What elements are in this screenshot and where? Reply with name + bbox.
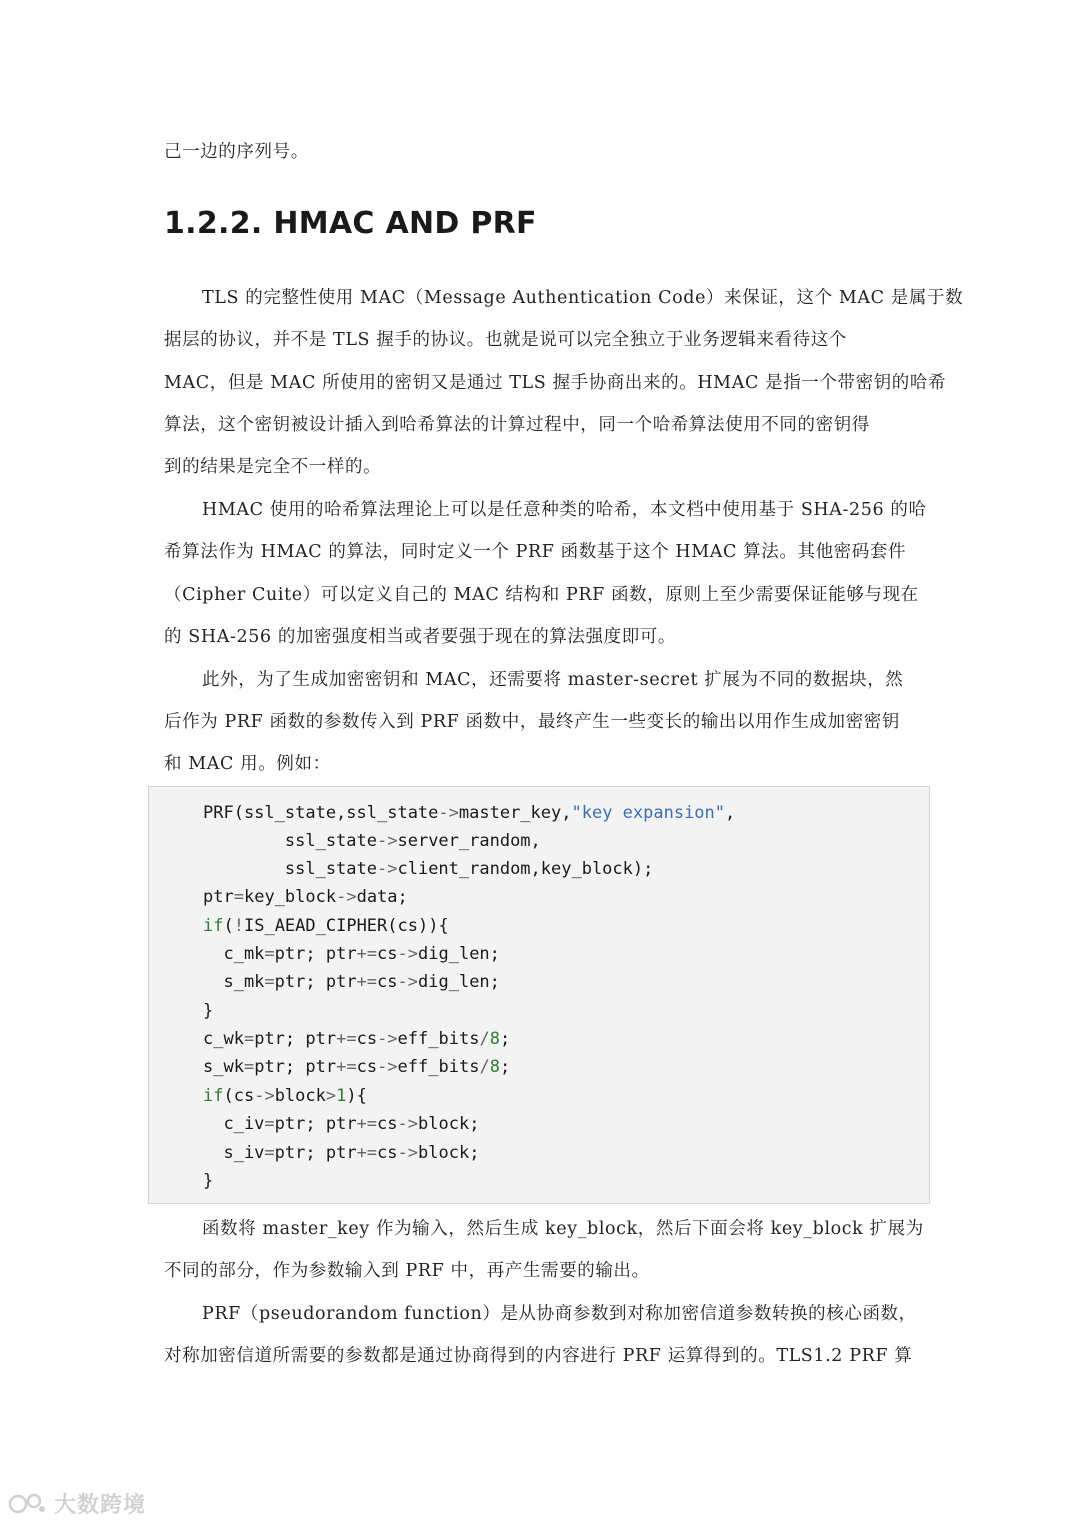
code-line: if(!IS_AEAD_CIPHER(cs)){: [203, 916, 449, 936]
code-line: PRF(ssl_state,ssl_state->master_key,"key expansion",: [203, 803, 736, 823]
code-line: }: [203, 1001, 214, 1021]
paragraph-line: 希算法作为 HMAC 的算法，同时定义一个 PRF 函数基于这个 HMAC 算法。其他密码套件: [164, 542, 907, 562]
code-line: c_wk=ptr; ptr+=cs->eff_bits/8;: [203, 1029, 511, 1049]
code-block: [148, 786, 930, 1204]
intro-line: 己一边的序列号。: [164, 142, 309, 162]
paragraph-line: 算法，这个密钥被设计插入到哈希算法的计算过程中，同一个哈希算法使用不同的密钥得: [164, 415, 870, 435]
watermark: [8, 1488, 146, 1519]
code-line: ssl_state->client_random,key_block);: [203, 859, 654, 879]
code-line: c_iv=ptr; ptr+=cs->block;: [203, 1114, 480, 1134]
paragraph-line: 后作为 PRF 函数的参数传入到 PRF 函数中，最终产生一些变长的输出以用作生成加密密钥: [164, 712, 900, 732]
paragraph-line: 和 MAC 用。例如：: [164, 754, 331, 774]
code-line: s_iv=ptr; ptr+=cs->block;: [203, 1143, 480, 1163]
paragraph-line: HMAC 使用的哈希算法理论上可以是任意种类的哈希，本文档中使用基于 SHA-256 的哈: [202, 500, 927, 520]
paragraph-line: PRF（pseudorandom function）是从协商参数到对称加密信道参数转换的核心函数，: [202, 1304, 917, 1324]
paragraph-line: 据层的协议，并不是 TLS 握手的协议。也就是说可以完全独立于业务逻辑来看待这个: [164, 330, 847, 350]
paragraph-line: 此外，为了生成加密密钥和 MAC，还需要将 master-secret 扩展为不同的数据块，然: [202, 670, 904, 690]
code-line: s_wk=ptr; ptr+=cs->eff_bits/8;: [203, 1057, 511, 1077]
code-line: }: [203, 1171, 214, 1191]
paragraph-line: 到的结果是完全不一样的。: [164, 457, 382, 477]
code-line: s_mk=ptr; ptr+=cs->dig_len;: [203, 972, 500, 992]
paragraph-line: TLS 的完整性使用 MAC（Message Authentication Code）来保证，这个 MAC 是属于数: [202, 288, 964, 308]
paragraph-line: 的 SHA-256 的加密强度相当或者要强于现在的算法强度即可。: [164, 627, 677, 647]
code-line: c_mk=ptr; ptr+=cs->dig_len;: [203, 944, 500, 964]
paragraph-line: 对称加密信道所需要的参数都是通过协商得到的内容进行 PRF 运算得到的。TLS1.2 PRF 算: [164, 1346, 913, 1366]
paragraph-line: MAC，但是 MAC 所使用的密钥又是通过 TLS 握手协商出来的。HMAC 是指一个带密钥的哈希: [164, 373, 947, 393]
code-line: ssl_state->server_random,: [203, 831, 541, 851]
section-heading: 1.2.2. HMAC AND PRF: [164, 206, 537, 241]
paragraph-line: 函数将 master_key 作为输入，然后生成 key_block，然后下面会将 key_block 扩展为: [202, 1219, 924, 1239]
watermark-text: 大数跨境: [54, 1493, 147, 1518]
paragraph-line: 不同的部分，作为参数输入到 PRF 中，再产生需要的输出。: [164, 1261, 650, 1281]
paragraph-line: （Cipher Cuite）可以定义自己的 MAC 结构和 PRF 函数，原则上至少需要保证能够与现在: [164, 585, 919, 605]
watermark-logo-icon: [8, 1491, 48, 1517]
code-line: if(cs->block>1){: [203, 1086, 367, 1106]
code-line: ptr=key_block->data;: [203, 887, 408, 907]
